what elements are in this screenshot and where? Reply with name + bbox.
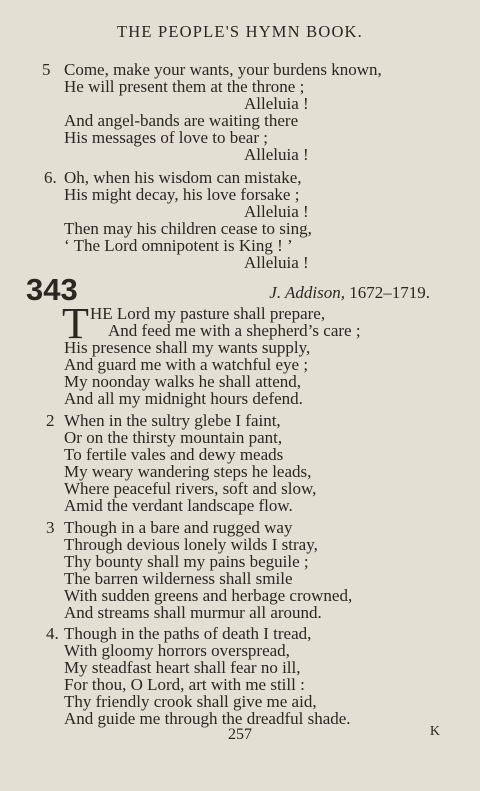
verse-line: Thy bounty shall my pains beguile ; [64, 552, 309, 571]
verse-line: Then may his children cease to sing, [64, 219, 312, 238]
author-dates: 1672–1719. [349, 283, 430, 302]
verse-number: 4. [46, 624, 59, 643]
refrain-line: Alleluia ! [244, 145, 309, 164]
verse-line: With sudden greens and herbage crowned, [64, 586, 353, 605]
verse-number: 3 [46, 518, 55, 537]
author-name: J. Addison, [269, 283, 345, 302]
verse-line: Though in the paths of death I tread, [64, 624, 312, 643]
verse-line: Or on the thirsty mountain pant, [64, 428, 283, 447]
verse-line: Thy friendly crook shall give me aid, [64, 692, 317, 711]
hymn-attribution [269, 283, 430, 303]
verse-number: 2 [46, 411, 55, 430]
verse-line: Where peaceful rivers, soft and slow, [64, 479, 317, 498]
verse-line: And angel-bands are waiting there [64, 111, 299, 130]
verse-number: 6. [44, 168, 57, 187]
verse-line: Oh, when his wisdom can mistake, [64, 168, 302, 187]
page-number: 257 [228, 726, 252, 743]
hymn-number: 343 [26, 272, 78, 307]
signature-mark: K [429, 724, 440, 739]
verse-line: With gloomy horrors overspread, [64, 641, 290, 660]
verse-line: And all my midnight hours defend. [64, 389, 303, 408]
verse-line: ‘ The Lord omnipotent is King ! ’ [64, 236, 293, 255]
refrain-line: Alleluia ! [244, 94, 309, 113]
refrain-line: Alleluia ! [244, 253, 309, 272]
verse-number: 5 [42, 60, 51, 79]
verse-line: My weary wandering steps he leads, [64, 462, 312, 481]
verse-line: And guide me through the dreadful shade. [64, 709, 351, 728]
running-head: THE PEOPLE'S HYMN BOOK. [117, 22, 363, 41]
verse-line: To fertile vales and dewy meads [64, 445, 284, 464]
verse-line: And guard me with a watchful eye ; [64, 355, 309, 374]
verse-line: When in the sultry glebe I faint, [64, 411, 281, 430]
verse-line: HE Lord my pasture shall prepare, [90, 304, 326, 323]
verse-line: Come, make your wants, your burdens known, [64, 60, 382, 79]
verse-line: His might decay, his love forsake ; [64, 185, 300, 204]
verse-line: Amid the verdant landscape flow. [64, 496, 293, 515]
verse-line: And feed me with a shepherd’s care ; [108, 321, 361, 340]
verse-line: The barren wilderness shall smile [64, 569, 293, 588]
verse-line: My noonday walks he shall attend, [64, 372, 302, 391]
verse-line: My steadfast heart shall fear no ill, [64, 658, 301, 677]
verse-line: And streams shall murmur all around. [64, 603, 322, 622]
drop-cap: T [62, 299, 89, 348]
refrain-line: Alleluia ! [244, 202, 309, 221]
verse-line: His messages of love to bear ; [64, 128, 268, 147]
verse-line: His presence shall my wants supply, [64, 338, 311, 357]
verse-line: He will present them at the throne ; [64, 77, 305, 96]
verse-line: For thou, O Lord, art with me still : [64, 675, 305, 694]
verse-line: Though in a bare and rugged way [64, 518, 293, 537]
verse-line: Through devious lonely wilds I stray, [64, 535, 318, 554]
